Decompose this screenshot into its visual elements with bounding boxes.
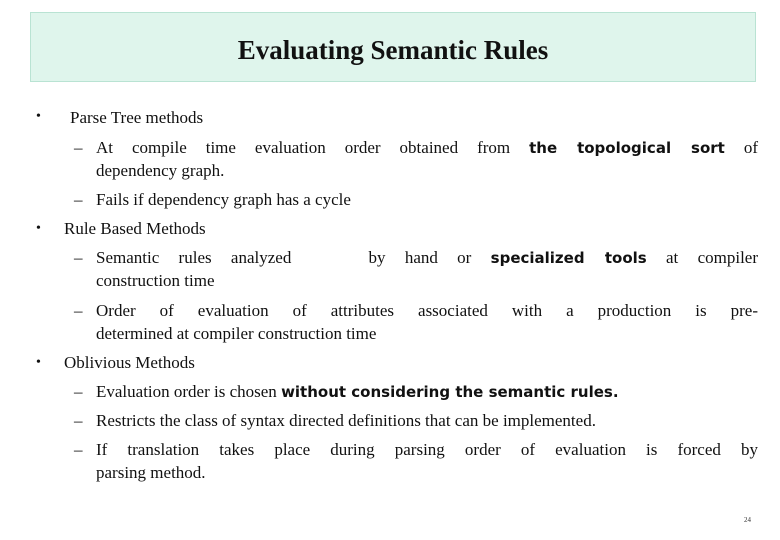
sub-item-compile-time-cont: dependency graph. xyxy=(96,161,225,180)
sub-item-compile-time: At compile time evaluation order obtained from the topological sort of xyxy=(96,138,758,157)
sub-item-fails-cycle: Fails if dependency graph has a cycle xyxy=(96,190,351,209)
dash-icon: – xyxy=(74,138,83,157)
bullet-oblivious-methods: Oblivious Methods xyxy=(64,353,195,372)
dash-icon: – xyxy=(74,301,83,320)
sub-item-order-of-evaluation: Order of evaluation of attributes associated with a production is pre- xyxy=(96,301,758,320)
bullet-parse-tree-methods: Parse Tree methods xyxy=(70,108,204,127)
page-number: 24 xyxy=(744,516,751,524)
sub-item-restricts-class: Restricts the class of syntax directed definitions that can be implemented. xyxy=(96,411,596,430)
dash-icon: – xyxy=(74,190,83,209)
bullet-rule-based-methods: Rule Based Methods xyxy=(64,219,206,238)
dash-icon: – xyxy=(74,248,83,267)
slide-title: Evaluating Semantic Rules xyxy=(237,34,549,65)
bullet-icon: • xyxy=(36,109,41,124)
sub-item-semantic-rules-analyzed: Semantic rules analyzed by hand or specialized tools at compiler xyxy=(96,248,759,267)
sub-item-translation-cont: parsing method. xyxy=(96,463,206,482)
dash-icon: – xyxy=(74,382,83,401)
sub-item-evaluation-order-chosen: Evaluation order is chosen without considering the semantic rules. xyxy=(96,382,619,401)
sub-item-order-of-evaluation-cont: determined at compiler construction time xyxy=(96,324,377,343)
dash-icon: – xyxy=(74,411,83,430)
dash-icon: – xyxy=(74,440,83,459)
sub-item-semantic-rules-cont: construction time xyxy=(96,271,215,290)
sub-item-translation-during-parsing: If translation takes place during parsing order of evaluation is forced by xyxy=(96,440,758,459)
bullet-icon: • xyxy=(36,221,41,236)
bullet-icon: • xyxy=(36,355,41,370)
